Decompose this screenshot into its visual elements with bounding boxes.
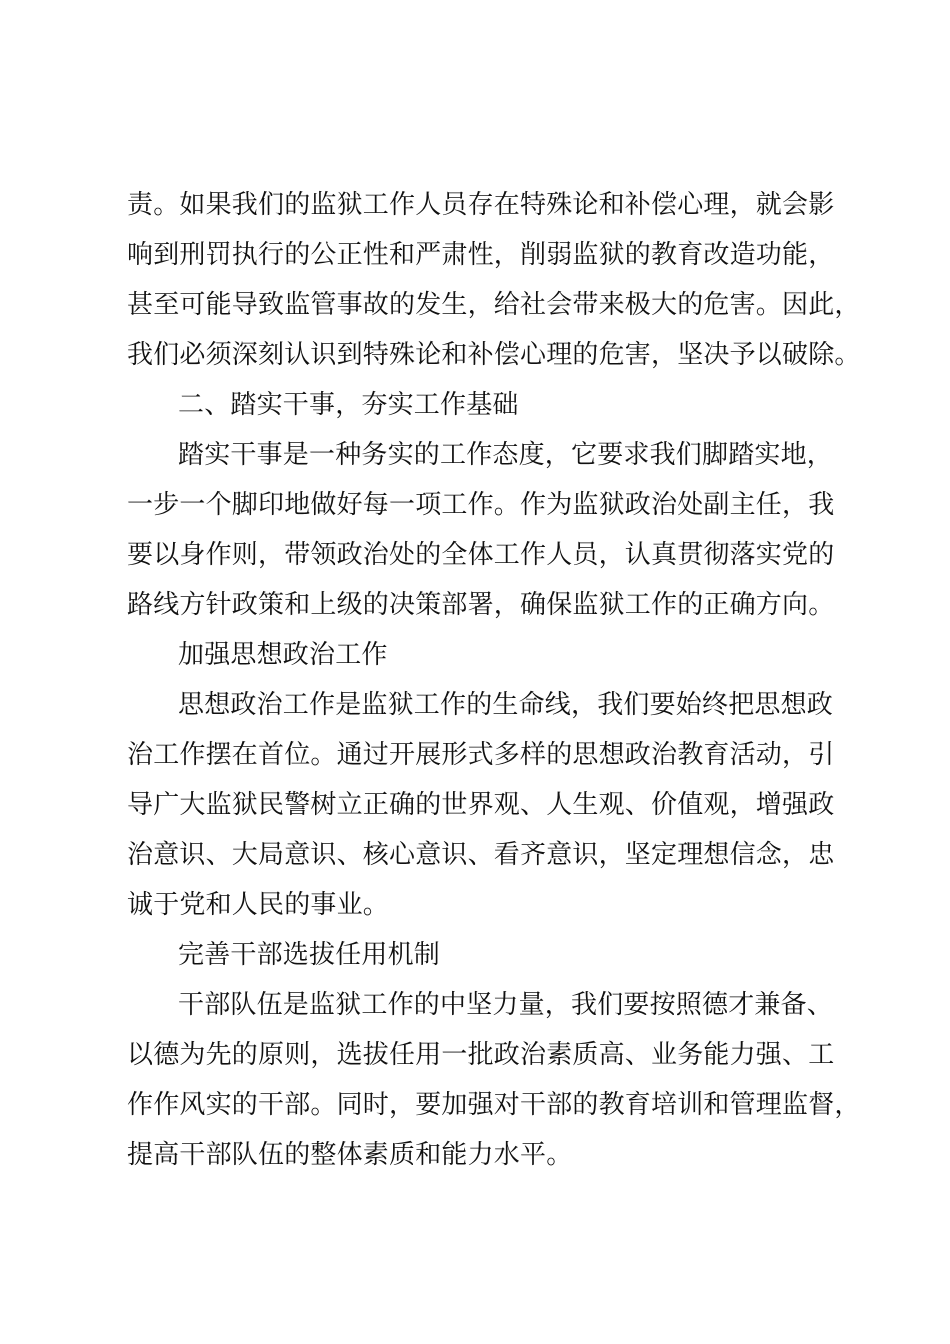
- text-line-17: 干部队伍是监狱工作的中坚力量，我们要按照德才兼备、: [178, 990, 834, 1020]
- text-line-3: 甚至可能导致监管事故的发生，给社会带来极大的危害。因此，: [127, 290, 861, 320]
- text-line-9: 路线方针政策和上级的决策部署，确保监狱工作的正确方向。: [127, 590, 835, 620]
- section-heading: 二、踏实干事，夯实工作基础: [178, 390, 519, 420]
- text-line-8: 要以身作则，带领政治处的全体工作人员，认真贯彻落实党的: [127, 540, 835, 570]
- text-line-7: 一步一个脚印地做好每一项工作。作为监狱政治处副主任，我: [127, 490, 835, 520]
- text-line-14: 治意识、大局意识、核心意识、看齐意识，坚定理想信念，忠: [127, 840, 835, 870]
- subheading-ideology: 加强思想政治工作: [178, 640, 388, 670]
- text-line-20: 提高干部队伍的整体素质和能力水平。: [127, 1140, 573, 1170]
- text-line-19: 作作风实的干部。同时，要加强对干部的教育培训和管理监督，: [127, 1090, 861, 1120]
- text-line-18: 以德为先的原则，选拔任用一批政治素质高、业务能力强、工: [127, 1040, 835, 1070]
- text-line-15: 诚于党和人民的事业。: [127, 890, 390, 920]
- text-line-1: 责。如果我们的监狱工作人员存在特殊论和补偿心理，就会影: [127, 190, 835, 220]
- text-line-12: 治工作摆在首位。通过开展形式多样的思想政治教育活动，引: [127, 740, 835, 770]
- text-line-4: 我们必须深刻认识到特殊论和补偿心理的危害，坚决予以破除。: [127, 340, 861, 370]
- subheading-cadre-selection: 完善干部选拔任用机制: [178, 940, 441, 970]
- text-line-2: 响到刑罚执行的公正性和严肃性，削弱监狱的教育改造功能，: [127, 240, 835, 270]
- text-line-13: 导广大监狱民警树立正确的世界观、人生观、价值观，增强政: [127, 790, 835, 820]
- text-line-11: 思想政治工作是监狱工作的生命线，我们要始终把思想政: [178, 690, 834, 720]
- text-line-6: 踏实干事是一种务实的工作态度，它要求我们脚踏实地，: [178, 440, 834, 470]
